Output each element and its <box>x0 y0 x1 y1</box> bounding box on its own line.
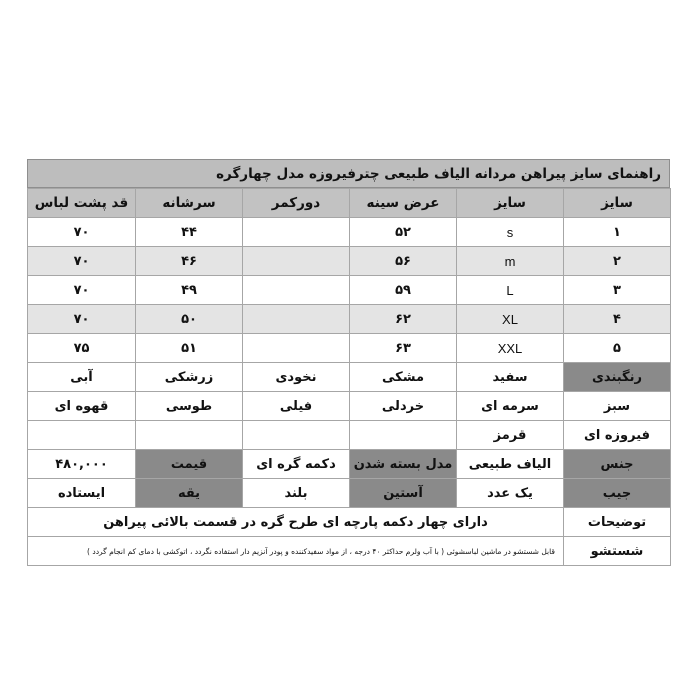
color-cell: آبی <box>28 363 136 392</box>
chest-width: ۶۲ <box>350 305 457 334</box>
header-row <box>28 189 671 218</box>
size-guide-table <box>27 188 671 566</box>
size-label: XXL <box>457 334 564 363</box>
material-label: جنس <box>564 450 671 479</box>
empty-cell <box>136 421 243 450</box>
empty-cell <box>28 421 136 450</box>
color-cell: سفید <box>457 363 564 392</box>
shoulder: ۵۱ <box>136 334 243 363</box>
pocket-value: یک عدد <box>457 479 564 508</box>
waist <box>243 247 350 276</box>
sleeve-value: بلند <box>243 479 350 508</box>
price-value: ۴۸۰,۰۰۰ <box>28 450 136 479</box>
collar-label: یقه <box>136 479 243 508</box>
waist <box>243 334 350 363</box>
description-row <box>28 508 671 537</box>
color-cell: فیلی <box>243 392 350 421</box>
header-cell: سرشانه <box>136 189 243 218</box>
color-cell: سبز <box>564 392 671 421</box>
collar-value: ایستاده <box>28 479 136 508</box>
shoulder: ۴۹ <box>136 276 243 305</box>
washing-row <box>28 537 671 566</box>
size-guide-title: راهنمای سایز پیراهن مردانه الیاف طبیعی چترفیروزه مدل چهارگره <box>27 159 670 188</box>
back-length: ۷۰ <box>28 247 136 276</box>
header-cell: عرض سینه <box>350 189 457 218</box>
shoulder: ۵۰ <box>136 305 243 334</box>
size-row <box>28 305 671 334</box>
chest-width: ۵۹ <box>350 276 457 305</box>
description-value: دارای چهار دکمه پارچه ای طرح گره در قسمت بالائی پیراهن <box>28 508 564 537</box>
colors-row <box>28 421 671 450</box>
chest-width: ۵۲ <box>350 218 457 247</box>
size-number: ۵ <box>564 334 671 363</box>
color-cell: فیروزه ای <box>564 421 671 450</box>
size-row <box>28 334 671 363</box>
color-cell: نخودی <box>243 363 350 392</box>
size-number: ۳ <box>564 276 671 305</box>
back-length: ۷۵ <box>28 334 136 363</box>
color-cell: زرشکی <box>136 363 243 392</box>
size-number: ۴ <box>564 305 671 334</box>
colors-row <box>28 363 671 392</box>
colors-row <box>28 392 671 421</box>
color-cell: قرمز <box>457 421 564 450</box>
size-guide-sheet <box>27 159 670 566</box>
header-cell: قد پشت لباس <box>28 189 136 218</box>
color-cell: مشکی <box>350 363 457 392</box>
waist <box>243 276 350 305</box>
pocket-label: جیب <box>564 479 671 508</box>
size-row <box>28 218 671 247</box>
color-cell: سرمه ای <box>457 392 564 421</box>
back-length: ۷۰ <box>28 276 136 305</box>
chest-width: ۵۶ <box>350 247 457 276</box>
closure-value: دکمه گره ای <box>243 450 350 479</box>
back-length: ۷۰ <box>28 218 136 247</box>
back-length: ۷۰ <box>28 305 136 334</box>
size-label: L <box>457 276 564 305</box>
size-row <box>28 247 671 276</box>
shoulder: ۴۶ <box>136 247 243 276</box>
color-cell: خردلی <box>350 392 457 421</box>
material-row <box>28 450 671 479</box>
colors-label: رنگبندی <box>564 363 671 392</box>
chest-width: ۶۳ <box>350 334 457 363</box>
header-cell: سایز <box>564 189 671 218</box>
price-label: قیمت <box>136 450 243 479</box>
header-cell: سایز <box>457 189 564 218</box>
size-label: s <box>457 218 564 247</box>
size-label: m <box>457 247 564 276</box>
color-cell: قهوه ای <box>28 392 136 421</box>
washing-value: قابل شستشو در ماشین لباسشوئی ( با آب ولرم حداکثر ۴۰ درجه ، از مواد سفیدکننده و پودر آنزیم دار استفاده نگردد ، اتوکشی با دمای کم انجام گردد ) <box>28 537 564 566</box>
size-row <box>28 276 671 305</box>
pocket-row <box>28 479 671 508</box>
shoulder: ۴۴ <box>136 218 243 247</box>
empty-cell <box>350 421 457 450</box>
closure-label: مدل بسته شدن <box>350 450 457 479</box>
waist <box>243 218 350 247</box>
description-label: توضیحات <box>564 508 671 537</box>
material-value: الیاف طبیعی <box>457 450 564 479</box>
sleeve-label: آستین <box>350 479 457 508</box>
color-cell: طوسی <box>136 392 243 421</box>
empty-cell <box>243 421 350 450</box>
header-cell: دورکمر <box>243 189 350 218</box>
size-label: XL <box>457 305 564 334</box>
waist <box>243 305 350 334</box>
washing-label: شستشو <box>564 537 671 566</box>
size-number: ۲ <box>564 247 671 276</box>
size-number: ۱ <box>564 218 671 247</box>
